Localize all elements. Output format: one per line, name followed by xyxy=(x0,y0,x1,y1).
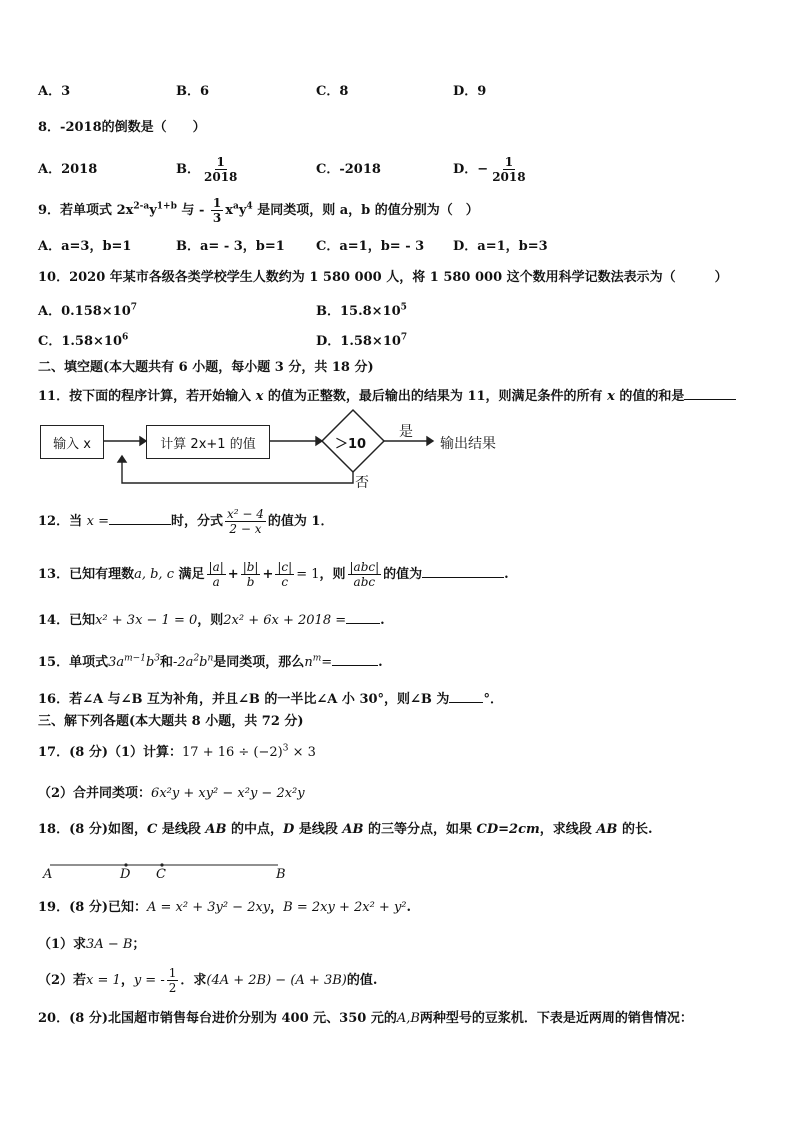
q7-option-c: C．8 xyxy=(316,84,349,99)
q7-option-a: A．3 xyxy=(38,84,71,99)
answer-blank xyxy=(332,652,378,666)
fraction: $\frac{|c|}{c}$ xyxy=(277,560,293,589)
q13-stem: 13．已知有理数a, b, c 满足 $\frac{|a|}{a}$ + $\frac{|b|}{b}$ + $\frac{|c|}{c}$ = 1，则 $\frac{\text{|abc|}}{\text{abc}}$ 的值为 . xyxy=(38,560,509,589)
q19-part1: （1）求3A − B； xyxy=(38,937,146,952)
fraction: $\frac{\text{x² − 4}}{2 - x}$ xyxy=(227,507,264,536)
q18-stem: 18．(8 分)如图，C 是线段 AB 的中点，D 是线段 AB 的三等分点，如果 CD=2cm，求线段 AB 的长. xyxy=(38,822,653,837)
q9-option-c: C．a=1，b= - 3 xyxy=(316,239,425,254)
fraction: $\frac{|a|}{a}$ xyxy=(208,560,224,589)
q9-option-d: D．a=1，b=3 xyxy=(453,239,548,254)
q9-option-a: A．a=3，b=1 xyxy=(38,239,132,254)
fraction: $\frac{1}{2018}$ xyxy=(492,155,526,184)
q8-option-c: C．-2018 xyxy=(316,162,381,177)
q10-stem: 10．2020 年某市各级各类学校学生人数约为 1 580 000 人，将 1 580 000 这个数用科学记数法表示为（ ） xyxy=(38,270,728,285)
flow-output-label: 输出结果 xyxy=(440,436,496,452)
q10-option-a: A．$0.158\times 10^7$ xyxy=(38,302,138,319)
q7-option-b: B．6 xyxy=(176,84,210,99)
point-d-label: D xyxy=(120,867,131,882)
q10-option-b: B．$15.8\times 10^5$ xyxy=(316,302,407,319)
q20-stem: 20．(8 分)北国超市销售每台进价分别为 400 元、350 元的A,B两种型号的豆浆机．下表是近两周的销售情况： xyxy=(38,1011,693,1026)
fraction: $\frac{\text{|abc|}}{\text{abc}}$ xyxy=(349,560,380,589)
q7-option-d: D．9 xyxy=(453,84,487,99)
fraction: $\frac{1}{2018}$ xyxy=(204,155,238,184)
answer-blank xyxy=(109,511,171,525)
answer-blank xyxy=(346,610,380,624)
q8-option-d: D．− $\frac{1}{2018}$ xyxy=(453,155,526,184)
q16-stem: 16．若∠A 与∠B 互为补角，并且∠B 的一半比∠A 小 30°，则∠B 为 °． xyxy=(38,689,503,708)
flow-no-label: 否 xyxy=(355,475,369,491)
answer-blank xyxy=(422,564,504,578)
point-b-label: B xyxy=(276,867,286,882)
q15-stem: 15．单项式$3a^{m-1}b^3$和$-2a^2b^n$是同类项，那么$n^m=$ . xyxy=(38,653,383,670)
flowchart-connectors xyxy=(0,0,794,500)
q10-option-c: C．$1.58\times 10^6$ xyxy=(38,332,129,349)
fraction: $\frac{1}{2}$ xyxy=(168,966,177,995)
q8-option-a: A．2018 xyxy=(38,162,98,177)
q8-option-b: B． $\frac{1}{2018}$ xyxy=(176,155,238,184)
flow-condition-label: ＞10 xyxy=(335,437,367,452)
q17-part1: 17．(8 分)（1）计算：$17 + 16 \div (-2)^3 \times 3$ xyxy=(38,743,316,760)
q9-option-b: B．a= - 3，b=1 xyxy=(176,239,285,254)
section-solve-heading: 三、解下列各题(本大题共 8 小题，共 72 分) xyxy=(38,714,304,729)
flow-compute-box: 计算 2x+1 的值 xyxy=(146,425,270,459)
q9-stem: 9．若单项式 $2x^{2-a}y^{1+b}$ 与 - $\frac{1}{3}$ $x^ay^4$ 是同类项，则 a，b 的值分别为（ ） xyxy=(38,196,479,225)
flow-input-box: 输入 x xyxy=(40,425,104,459)
flow-yes-label: 是 xyxy=(399,424,413,440)
section-fill-in-heading: 二、填空题(本大题共有 6 小题，每小题 3 分，共 18 分) xyxy=(38,360,374,375)
q8-stem: 8．-2018的倒数是（ ） xyxy=(38,120,206,135)
q17-part2: （2）合并同类项：6x²y + xy² − x²y − 2x²y xyxy=(38,786,305,801)
point-c-label: C xyxy=(156,867,166,882)
q14-stem: 14．已知x² + 3x − 1 = 0，则2x² + 6x + 2018 = . xyxy=(38,610,385,629)
q19-stem: 19．(8 分)已知：A = x² + 3y² − 2xy，B = 2xy + 2x² + y². xyxy=(38,900,412,915)
q11-stem: 11．按下面的程序计算，若开始输入 x 的值为正整数，最后输出的结果为 11，则满足条件的所有 x 的值的和是 xyxy=(38,386,736,405)
answer-blank xyxy=(449,689,483,703)
point-a-label: A xyxy=(43,867,53,882)
q12-stem: 12．当 x = 时，分式 $\frac{\text{x² − 4}}{2 - x}$ 的值为 1． xyxy=(38,507,334,536)
q10-option-d: D．$1.58\times 10^7$ xyxy=(316,332,408,349)
q19-part2: （2）若x = 1，y = - $\frac{1}{2}$ ．求(4A + 2B) − (A + 3B)的值. xyxy=(38,966,378,995)
fraction: $\frac{|b|}{b}$ xyxy=(242,560,259,589)
fraction: $\frac{1}{3}$ xyxy=(212,196,222,225)
